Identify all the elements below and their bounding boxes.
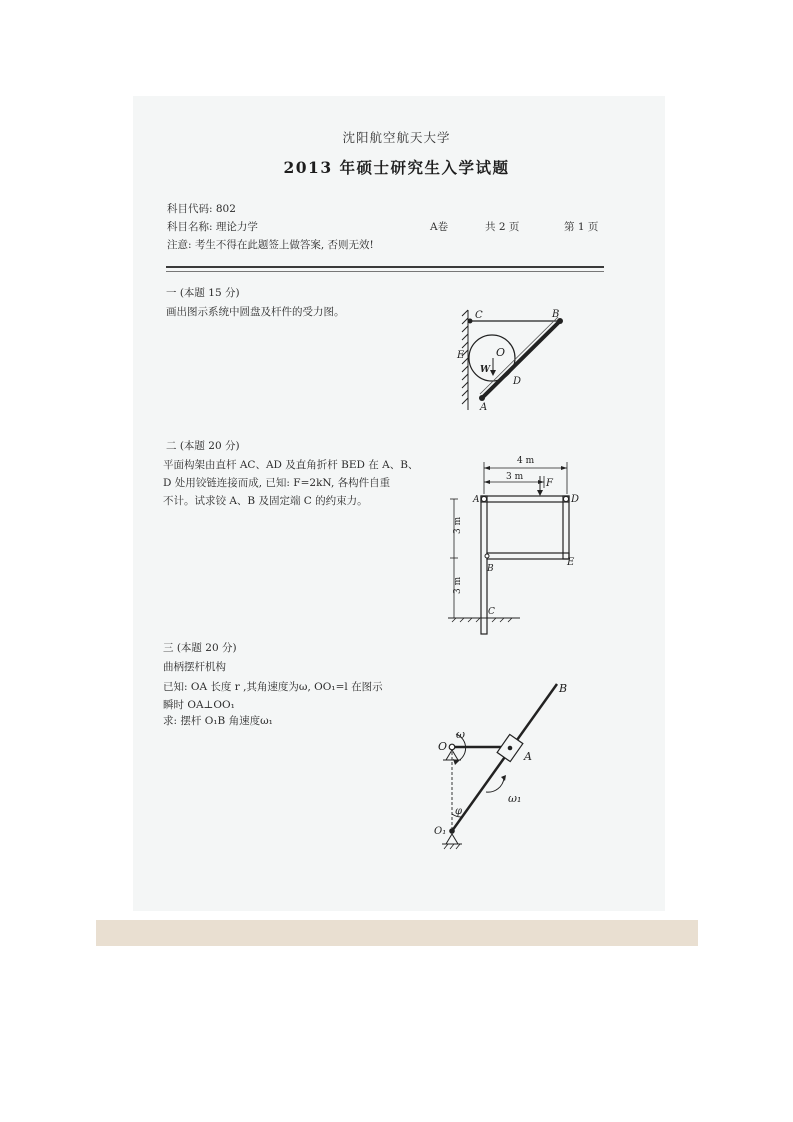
fig2-dim-3m-lower: 3 m <box>453 576 463 594</box>
problem-3-line-2: 已知: OA 长度 r ,其角速度为ω, OO₁=l 在图示 <box>163 681 383 693</box>
fig2-dim-3m-upper: 3 m <box>453 516 463 534</box>
paper-version: A卷 <box>430 221 449 233</box>
fig2-dim-3m-top: 3 m <box>506 472 524 482</box>
fig3-label-omega1: ω₁ <box>508 792 522 805</box>
header-rule-thin <box>166 271 604 272</box>
bottom-band <box>96 920 698 946</box>
fig2-label-A: A <box>473 495 480 505</box>
problem-2-line-3: 不计。试求铰 A、B 及固定端 C 的约束力。 <box>163 495 368 507</box>
problem-2-line-2: D 处用铰链连接而成, 已知: F=2kN, 各构件自重 <box>163 477 391 489</box>
header-rule <box>166 266 604 268</box>
page-number: 第 1 页 <box>564 221 599 233</box>
fig3-label-B: B <box>559 682 568 695</box>
fig1-label-C: C <box>475 310 483 321</box>
fig1-label-B: B <box>552 309 560 320</box>
fig3-label-A: A <box>524 750 532 763</box>
notice: 注意: 考生不得在此题签上做答案, 否则无效! <box>167 239 374 251</box>
problem-3-line-4: 求: 摆杆 O₁B 角速度ω₁ <box>163 715 273 727</box>
problem-2-figure <box>440 452 590 636</box>
fig3-label-omega: ω <box>456 728 465 741</box>
exam-title: 2013 年硕士研究生入学试题 <box>283 158 510 177</box>
subject-name: 科目名称: 理论力学 <box>167 221 258 233</box>
total-pages: 共 2 页 <box>485 221 520 233</box>
problem-2-heading: 二 (本题 20 分) <box>166 440 240 452</box>
problem-3-heading: 三 (本题 20 分) <box>163 642 237 654</box>
problem-3-line-3: 瞬时 OA⊥OO₁ <box>163 699 235 711</box>
fig1-label-W: W <box>480 365 491 375</box>
fig2-label-B: B <box>487 564 494 574</box>
university-name: 沈阳航空航天大学 <box>342 130 451 145</box>
problem-2-line-1: 平面构架由直杆 AC、AD 及直角折杆 BED 在 A、B、 <box>163 459 419 471</box>
fig1-label-A: A <box>480 402 488 413</box>
problem-1-heading: 一 (本题 15 分) <box>166 287 240 299</box>
fig1-label-O: O <box>496 346 506 359</box>
problem-1-figure <box>450 306 580 414</box>
fig3-label-phi: φ <box>455 806 463 817</box>
problem-3-figure <box>430 674 580 856</box>
fig2-label-C: C <box>488 607 495 617</box>
fig1-label-E: E <box>457 350 465 361</box>
fig2-label-D: D <box>571 494 580 505</box>
problem-3-line-1: 曲柄摆杆机构 <box>163 661 226 673</box>
fig2-label-F: F <box>546 478 553 489</box>
subject-code: 科目代码: 802 <box>167 203 236 215</box>
fig3-label-O1: O₁ <box>434 826 447 837</box>
problem-1-text: 画出图示系统中圆盘及杆件的受力图。 <box>166 306 345 318</box>
fig2-label-E: E <box>567 557 575 568</box>
fig2-dim-4m: 4 m <box>517 456 535 466</box>
fig3-label-O: O <box>438 740 448 753</box>
fig1-label-D: D <box>513 376 522 387</box>
